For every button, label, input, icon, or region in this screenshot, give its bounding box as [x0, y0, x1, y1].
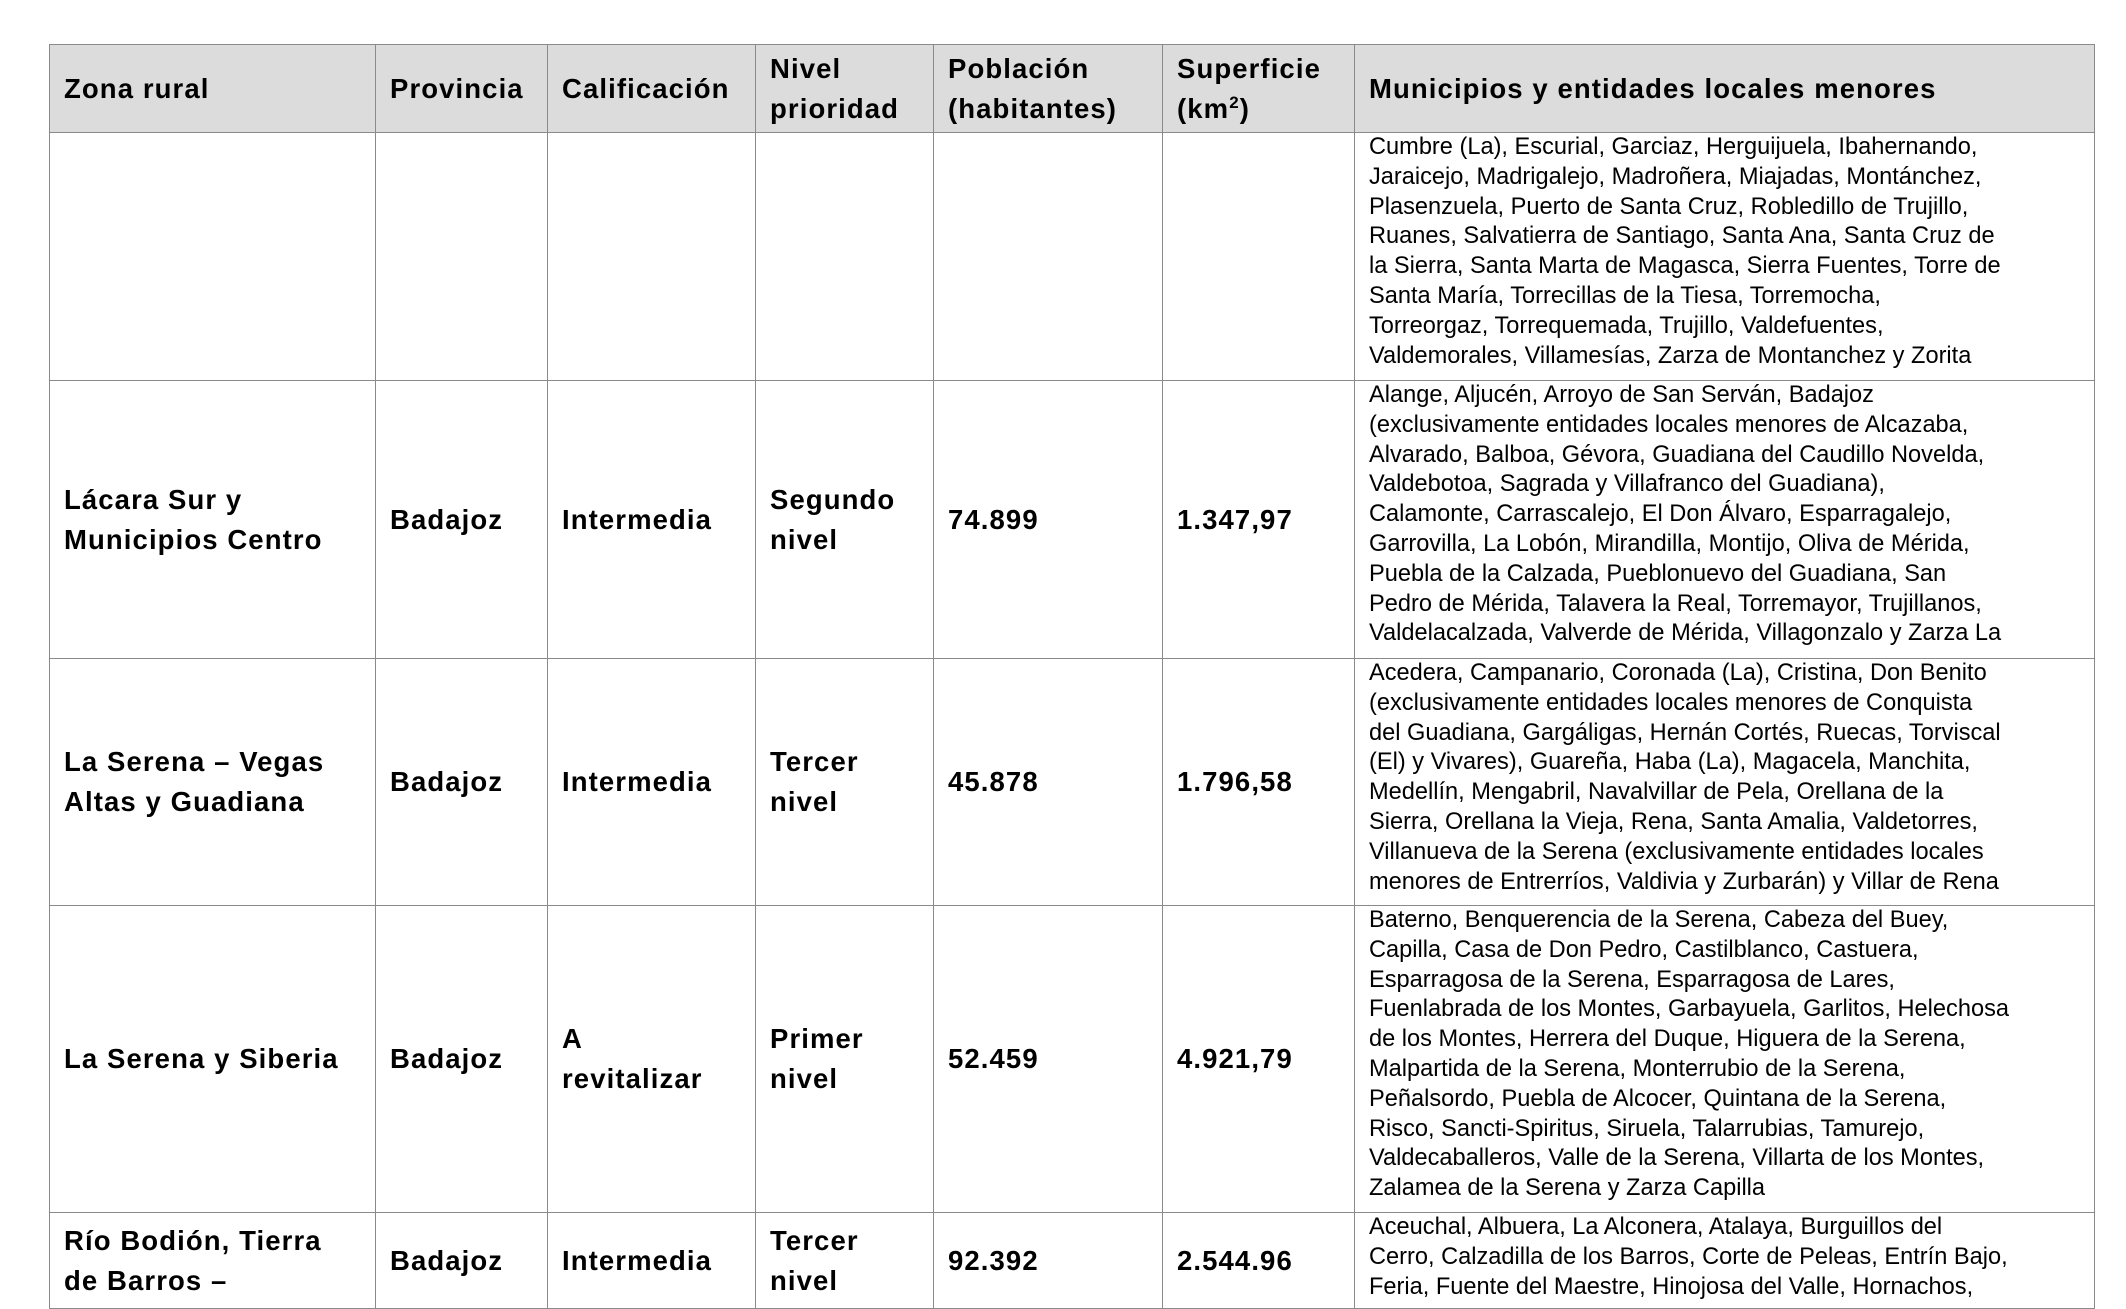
header-provincia: Provincia: [376, 45, 548, 133]
cell-poblacion: 74.899: [934, 381, 1163, 659]
cell-municipios: Aceuchal, Albuera, La Alconera, Atalaya, Burguillos del Cerro, Calzadilla de los Barros, Corte de Peleas, Entrín Bajo, Feria, Fuente del Maestre, Hinojosa del Valle, Hornachos,: [1355, 1213, 2095, 1309]
superficie-label: Superficie (km: [1177, 52, 1321, 124]
cell-calificacion-empty: [548, 133, 756, 381]
cell-provincia: Badajoz: [376, 1213, 548, 1309]
cell-provincia: Badajoz: [376, 659, 548, 906]
cell-superficie-empty: [1163, 133, 1355, 381]
header-superficie: [1163, 45, 1355, 133]
cell-calificacion: Intermedia: [548, 659, 756, 906]
cell-municipios: Cumbre (La), Escurial, Garciaz, Herguijuela, Ibahernando, Jaraicejo, Madrigalejo, Madroñera, Miajadas, Montánchez, Plasenzuela, Puerto de Santa Cruz, Robledillo de Trujillo, Ruanes, Salvatierra de Santiago, Santa Ana, Santa Cruz de la Sierra, Santa Marta de Magasca, Sierra Fuentes, Torre de Santa María, Torrecillas de la Tiesa, Torremocha, Torreorgaz, Torrequemada, Trujillo, Valdefuentes, Valdemorales, Villamesías, Zarza de Montanchez y Zorita: [1355, 133, 2095, 381]
cell-poblacion: 92.392: [934, 1213, 1163, 1309]
cell-zona-empty: [50, 133, 376, 381]
cell-zona-rural: La Serena y Siberia: [50, 906, 376, 1213]
cell-nivel-prioridad: Primer nivel: [756, 906, 934, 1213]
header-calificacion: Calificación: [548, 45, 756, 133]
cell-municipios: Alange, Aljucén, Arroyo de San Serván, Badajoz (exclusivamente entidades locales menores de Alcazaba, Alvarado, Balboa, Gévora, Guadiana del Caudillo Novelda, Valdebotoa, Sagrada y Villafranco del Guadiana), Calamonte, Carrascalejo, El Don Álvaro, Esparragalejo, Garrovilla, La Lobón, Mirandilla, Montijo, Oliva de Mérida, Puebla de la Calzada, Pueblonuevo del Guadiana, San Pedro de Mérida, Talavera la Real, Torremayor, Trujillanos, Valdelacalzada, Valverde de Mérida, Villagonzalo y Zarza La: [1355, 381, 2095, 659]
table-row: [50, 659, 2095, 906]
cell-zona-rural: La Serena – Vegas Altas y Guadiana: [50, 659, 376, 906]
cell-nivel-prioridad: Tercer nivel: [756, 1213, 934, 1309]
cell-poblacion: 45.878: [934, 659, 1163, 906]
table-row: [50, 1213, 2095, 1309]
header-nivel-prioridad: Nivel prioridad: [756, 45, 934, 133]
cell-calificacion: A revitalizar: [548, 906, 756, 1213]
cell-superficie: 2.544.96: [1163, 1213, 1355, 1309]
cell-calificacion: Intermedia: [548, 1213, 756, 1309]
header-poblacion: Población (habitantes): [934, 45, 1163, 133]
cell-nivel-empty: [756, 133, 934, 381]
cell-calificacion: Intermedia: [548, 381, 756, 659]
cell-nivel-prioridad: Segundo nivel: [756, 381, 934, 659]
cell-provincia: Badajoz: [376, 906, 548, 1213]
table-row: [50, 906, 2095, 1213]
cell-provincia-empty: [376, 133, 548, 381]
rural-zones-table: [49, 44, 2095, 1309]
cell-municipios: Baterno, Benquerencia de la Serena, Cabeza del Buey, Capilla, Casa de Don Pedro, Castilblanco, Castuera, Esparragosa de la Serena, Esparragosa de Lares, Fuenlabrada de los Montes, Garbayuela, Garlitos, Helechosa de los Montes, Herrera del Duque, Higuera de la Serena, Malpartida de la Serena, Monterrubio de la Serena, Peñalsordo, Puebla de Alcocer, Quintana de la Serena, Risco, Sancti-Spiritus, Siruela, Talarrubias, Tamurejo, Valdecaballeros, Valle de la Serena, Villarta de los Montes, Zalamea de la Serena y Zarza Capilla: [1355, 906, 2095, 1213]
superficie-close: ): [1239, 92, 1251, 124]
cell-poblacion: 52.459: [934, 906, 1163, 1213]
cell-municipios: Acedera, Campanario, Coronada (La), Cristina, Don Benito (exclusivamente entidades locales menores de Conquista del Guadiana, Gargáligas, Hernán Cortés, Ruecas, Torviscal (El) y Vivares), Guareña, Haba (La), Magacela, Manchita, Medellín, Mengabril, Navalvillar de Pela, Orellana de la Sierra, Orellana la Vieja, Rena, Santa Amalia, Valdetorres, Villanueva de la Serena (exclusivamente entidades locales menores de Entrerríos, Valdivia y Zurbarán) y Villar de Rena: [1355, 659, 2095, 906]
cell-provincia: Badajoz: [376, 381, 548, 659]
superficie-exponent: 2: [1229, 92, 1240, 112]
cell-zona-rural: Río Bodión, Tierra de Barros –: [50, 1213, 376, 1309]
cell-zona-rural: Lácara Sur y Municipios Centro: [50, 381, 376, 659]
table-header-row: [50, 45, 2095, 133]
table-row-continuation: [50, 133, 2095, 381]
cell-superficie: 1.796,58: [1163, 659, 1355, 906]
header-zona-rural: Zona rural: [50, 45, 376, 133]
cell-poblacion-empty: [934, 133, 1163, 381]
cell-nivel-prioridad: Tercer nivel: [756, 659, 934, 906]
table-row: [50, 381, 2095, 659]
cell-superficie: 1.347,97: [1163, 381, 1355, 659]
cell-superficie: 4.921,79: [1163, 906, 1355, 1213]
header-municipios: Municipios y entidades locales menores: [1355, 45, 2095, 133]
